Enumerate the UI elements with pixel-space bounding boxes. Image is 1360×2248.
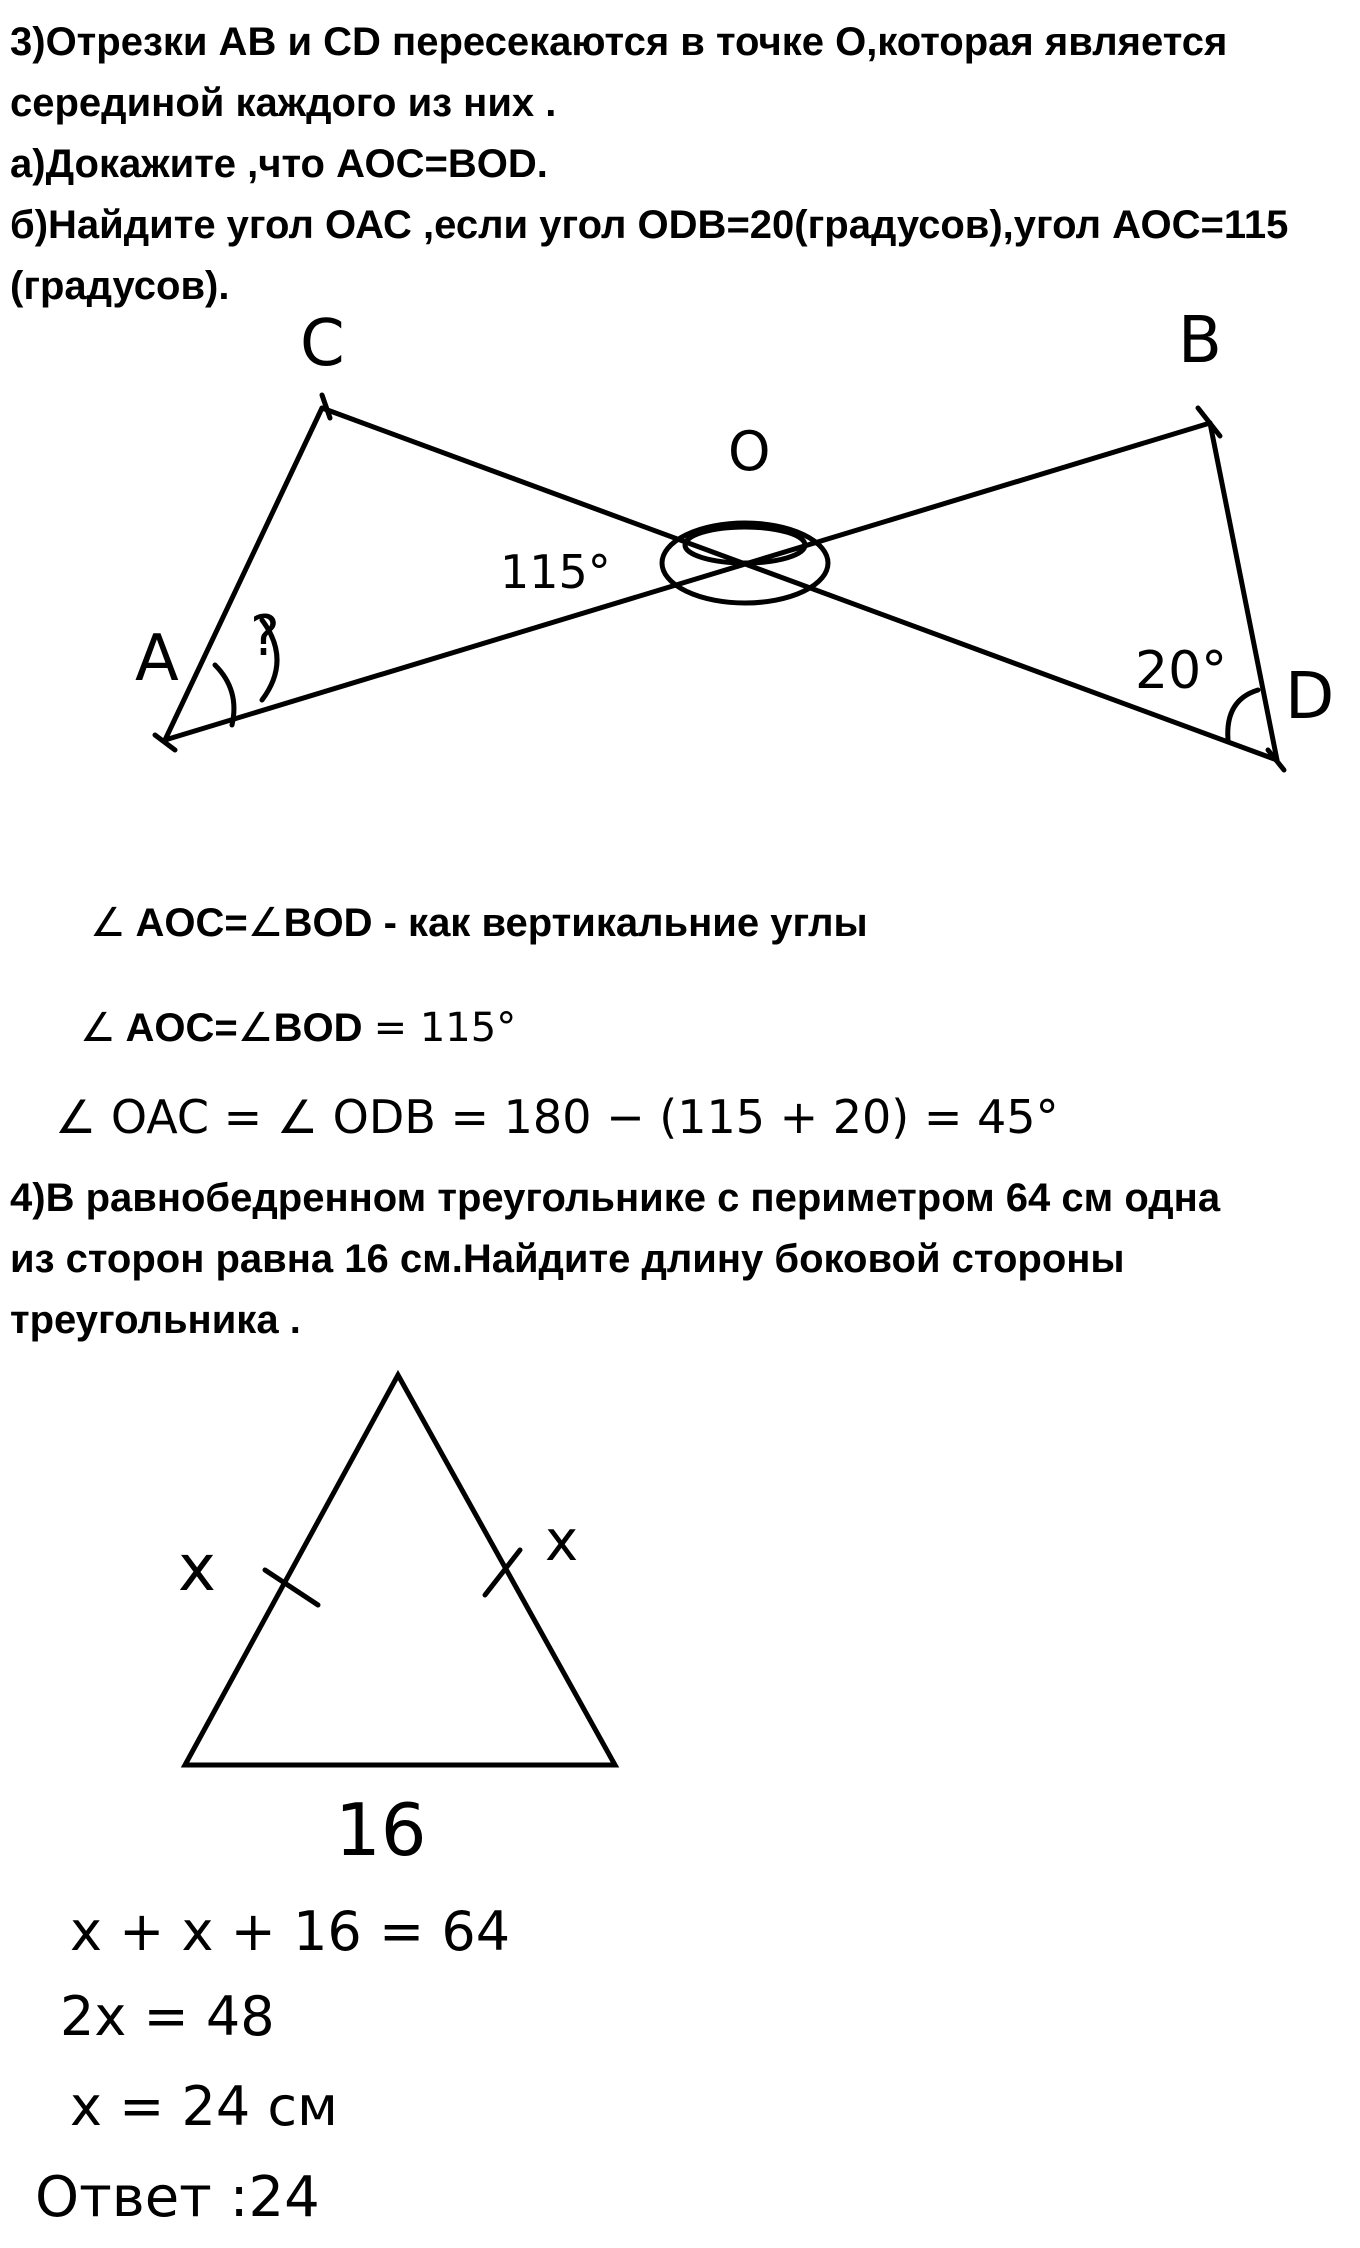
task3-line-1: 3)Отрезки АВ и CD пересекаются в точке О,которая является bbox=[10, 20, 1228, 64]
label-d: D bbox=[1285, 660, 1335, 734]
label-c: C bbox=[300, 307, 345, 381]
label-angle-oac: ? bbox=[250, 604, 280, 669]
solution3-line2-tail: = 115° bbox=[373, 1005, 517, 1051]
label-angle-aoc: 115° bbox=[500, 545, 611, 599]
task4-line-3: треугольника . bbox=[10, 1298, 301, 1342]
label-a: A bbox=[135, 622, 179, 696]
angle-symbol-icon: ∠ bbox=[247, 900, 284, 946]
solution3-line1-left: AOC= bbox=[135, 901, 248, 945]
label-right-side: x bbox=[545, 1509, 579, 1574]
solution3-line2-right: BOD bbox=[273, 1006, 363, 1050]
angle-symbol-icon: ∠ bbox=[90, 900, 126, 946]
task3-line-5: (градусов). bbox=[10, 264, 230, 308]
task4-line-2: из сторон равна 16 см.Найдите длину боковой стороны bbox=[10, 1237, 1125, 1281]
task3-line-2: серединой каждого из них . bbox=[10, 81, 557, 125]
solution4-line-1: x + x + 16 = 64 bbox=[70, 1900, 511, 1963]
solution3-line1-right: BOD - как вертикальние углы bbox=[283, 901, 868, 945]
label-b: B bbox=[1178, 304, 1222, 378]
solution4-line-2: 2x = 48 bbox=[60, 1985, 275, 2048]
label-o: O bbox=[728, 420, 771, 483]
label-left-side: x bbox=[178, 1532, 216, 1606]
task4-line-1: 4)В равнобедренном треугольнике с периметром 64 см одна bbox=[10, 1176, 1221, 1220]
task3-line-4: б)Найдите угол ОАС ,если угол ODB=20(градусов),угол АОС=115 bbox=[10, 203, 1289, 247]
angle-symbol-icon: ∠ bbox=[80, 1005, 116, 1051]
solution3-line2-left: AOC= bbox=[125, 1006, 238, 1050]
task3-line-3: а)Докажите ,что АОС=BOD. bbox=[10, 142, 548, 186]
angle-symbol-icon: ∠ bbox=[237, 1005, 274, 1051]
solution4-line-3: x = 24 см bbox=[70, 2075, 338, 2138]
solution3-line-3: ∠ OAC = ∠ ODB = 180 − (115 + 20) = 45° bbox=[55, 1090, 1059, 1144]
solution4-answer: Ответ :24 bbox=[35, 2165, 320, 2230]
label-angle-odb: 20° bbox=[1135, 641, 1228, 701]
label-base: 16 bbox=[335, 1788, 427, 1872]
